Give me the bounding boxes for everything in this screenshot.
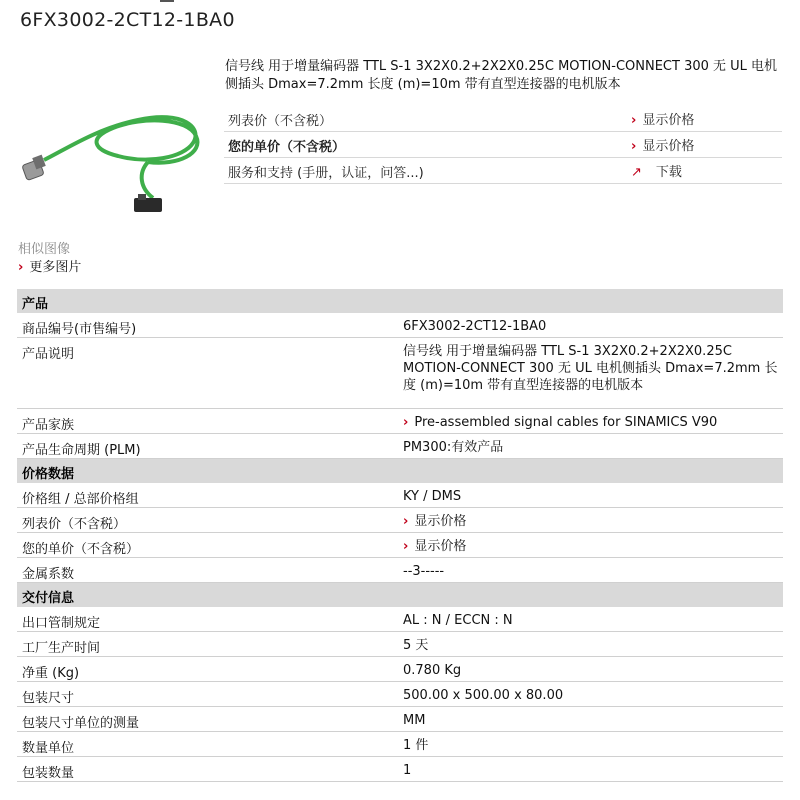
row-label: 出口管制规定 <box>22 616 101 631</box>
row-value <box>403 488 779 505</box>
row-value-text: 1 <box>403 763 412 778</box>
download-link[interactable] <box>631 161 682 180</box>
summary-row <box>224 158 782 184</box>
table-row <box>17 682 783 707</box>
table-row <box>17 338 783 409</box>
more-images-label: 更多图片 <box>29 260 82 275</box>
row-label: 包装数量 <box>22 766 75 781</box>
row-value <box>403 563 779 580</box>
summary-value: 下载 <box>655 165 682 180</box>
row-value <box>403 318 779 335</box>
row-label: 产品生命周期 (PLM) <box>22 443 141 458</box>
show-price-link[interactable] <box>631 135 694 154</box>
table-row <box>17 483 783 508</box>
section-title: 产品 <box>22 297 49 312</box>
row-label: 列表价（不含税） <box>22 517 127 532</box>
chevron-right-icon: › <box>403 415 409 430</box>
row-value <box>403 662 779 679</box>
row-label: 工厂生产时间 <box>22 641 101 656</box>
row-value-link[interactable] <box>403 513 779 530</box>
row-value-text: PM300:有效产品 <box>403 440 504 455</box>
row-value <box>403 762 779 779</box>
row-label: 产品说明 <box>22 347 75 362</box>
row-value-text: 5 天 <box>403 638 429 653</box>
row-label: 您的单价（不含税） <box>22 542 140 557</box>
row-value-text: MM <box>403 713 426 728</box>
cable-connector-left <box>22 155 46 181</box>
section-title: 交付信息 <box>22 591 75 606</box>
row-label: 包装尺寸 <box>22 691 75 706</box>
chevron-right-icon: › <box>403 539 409 554</box>
cable-coil <box>44 117 197 198</box>
table-row <box>17 508 783 533</box>
row-value <box>403 737 779 754</box>
chevron-right-icon: › <box>18 260 24 275</box>
row-label: 数量单位 <box>22 741 75 756</box>
row-value <box>403 712 779 729</box>
row-value <box>403 439 779 456</box>
row-value-text: AL : N / ECCN : N <box>403 613 513 628</box>
row-value-text: 显示价格 <box>414 514 467 529</box>
show-price-link[interactable] <box>631 109 694 128</box>
section-title: 价格数据 <box>22 467 75 482</box>
row-value-text: 1 件 <box>403 738 429 753</box>
table-row <box>17 707 783 732</box>
chevron-right-icon: › <box>631 139 637 154</box>
row-value-text: 6FX3002-2CT12-1BA0 <box>403 319 547 334</box>
row-label: 价格组 / 总部价格组 <box>22 492 139 507</box>
row-value-text: --3----- <box>403 564 445 579</box>
summary-label: 服务和支持 (手册，认证，问答...) <box>228 166 424 181</box>
row-value-link[interactable] <box>403 414 779 431</box>
row-value-link[interactable] <box>403 538 779 555</box>
table-row <box>17 757 783 782</box>
section-header <box>17 459 783 483</box>
row-label: 商品编号(市售编号) <box>22 322 137 337</box>
table-row <box>17 632 783 657</box>
row-value <box>403 612 779 629</box>
row-value <box>403 637 779 654</box>
external-arrow-icon: ↗ <box>631 165 642 180</box>
summary-label: 您的单价（不含税） <box>228 140 346 155</box>
more-images-link[interactable] <box>18 256 81 275</box>
summary-row <box>224 106 782 132</box>
section-header <box>17 583 783 607</box>
row-value-text: 显示价格 <box>414 539 467 554</box>
summary-value: 显示价格 <box>642 139 695 154</box>
top-rule <box>160 0 174 2</box>
table-row <box>17 409 783 434</box>
table-row <box>17 313 783 338</box>
row-value-text: 信号线 用于增量编码器 TTL S-1 3X2X0.2+2X2X0.25C MOTION-CONNECT 300 无 UL 电机侧插头 Dmax=7.2mm 长度 (m)=10m 带有直型连接器的电机版本 <box>403 344 778 393</box>
section-header <box>17 289 783 313</box>
row-value-text: 0.780 Kg <box>403 663 462 678</box>
row-label: 净重 (Kg) <box>22 666 80 681</box>
row-value-text: KY / DMS <box>403 489 462 504</box>
summary-table <box>224 106 782 184</box>
product-image[interactable] <box>18 98 206 223</box>
table-row <box>17 558 783 583</box>
table-row <box>17 533 783 558</box>
chevron-right-icon: › <box>403 514 409 529</box>
summary-label: 列表价（不含税） <box>228 114 333 129</box>
cable-connector-right <box>134 194 162 212</box>
product-description: 信号线 用于增量编码器 TTL S-1 3X2X0.2+2X2X0.25C MOTION-CONNECT 300 无 UL 电机侧插头 Dmax=7.2mm 长度 (m)=10m 带有直型连接器的电机版本 <box>225 59 778 92</box>
summary-row <box>224 132 782 158</box>
row-value <box>403 687 779 704</box>
table-row <box>17 607 783 632</box>
row-value-text: Pre-assembled signal cables for SINAMICS V90 <box>414 415 718 430</box>
page-title: 6FX3002-2CT12-1BA0 <box>20 9 235 31</box>
table-row <box>17 657 783 682</box>
summary-value: 显示价格 <box>642 113 695 128</box>
row-value-text: 500.00 x 500.00 x 80.00 <box>403 688 564 703</box>
chevron-right-icon: › <box>631 113 637 128</box>
spec-table <box>17 289 783 782</box>
row-value <box>403 343 779 394</box>
table-row <box>17 434 783 459</box>
table-row <box>17 732 783 757</box>
row-label: 产品家族 <box>22 418 75 433</box>
row-label: 金属系数 <box>22 567 75 582</box>
similar-images-label: 相似图像 <box>18 242 71 257</box>
row-label: 包装尺寸单位的测量 <box>22 716 140 731</box>
